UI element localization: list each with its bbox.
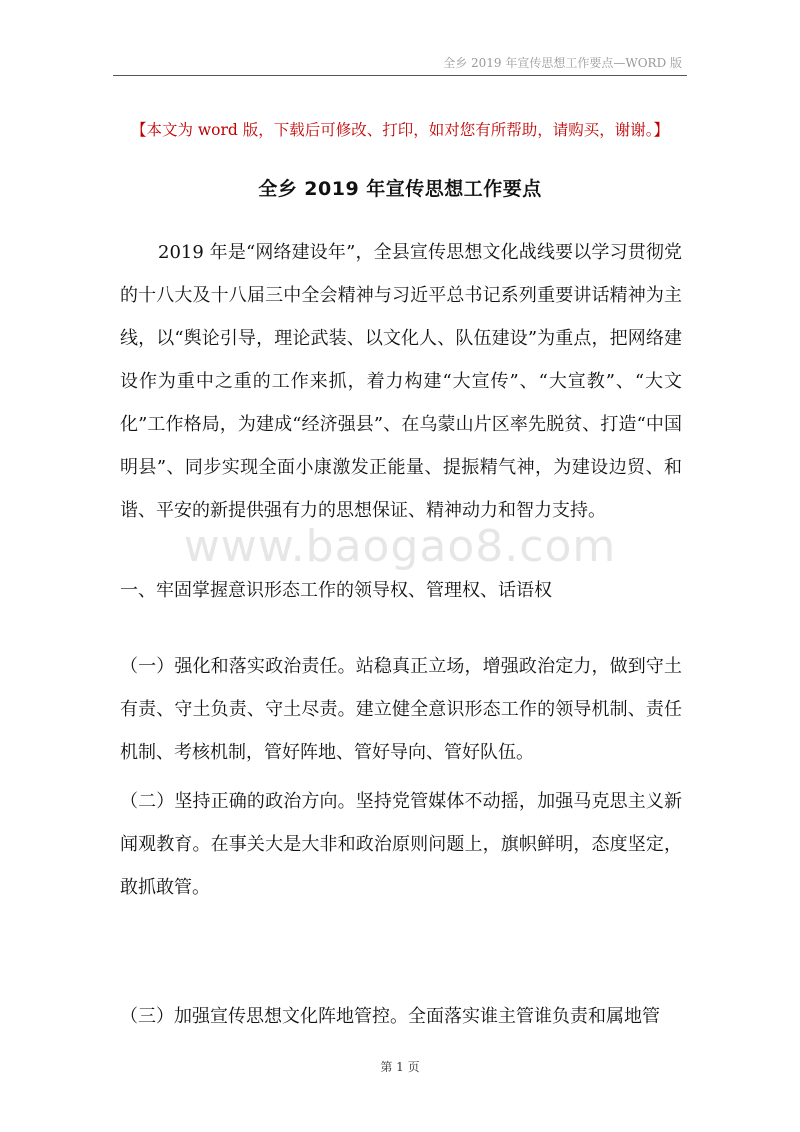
list-item: （二）坚持正确的政治方向。坚持党管媒体不动摇，加强马克思主义新闻观教育。在事关大是大非和政治原则问题上，旗帜鲜明，态度坚定，敢抓敢管。 [120, 791, 682, 898]
document-title: 全乡 2019 年宣传思想工作要点 [258, 178, 542, 200]
download-notice: 【本文为 word 版，下载后可修改、打印，如对您有所帮助，请购买，谢谢。】 [130, 121, 670, 139]
watermark: www.baogao8.com [183, 521, 617, 572]
list-item: （三）加强宣传思想文化阵地管控。全面落实谁主管谁负责和属地管 [120, 1006, 660, 1027]
list-item: （一）强化和落实政治责任。站稳真正立场，增强政治定力，做到守土有责、守土负责、守土尽责。建立健全意识形态工作的领导机制、责任机制、考核机制，管好阵地、管好导向、管好队伍。 [120, 656, 682, 763]
page-number: 第 1 页 [380, 1060, 420, 1074]
intro-paragraph: 2019 年是“网络建设年”，全县宣传思想文化战线要以学习贯彻党的十八大及十八届三中全会精神与习近平总书记系列重要讲话精神为主线，以“舆论引导，理论武装、以文化人、队伍建设”为重点，把网络建设作为重中之重的工作来抓，着力构建“大宣传”、“大宣教”、“大文化”工作格局，为建成“经济强县”、在乌蒙山片区率先脱贫、打造“中国明县”、同步实现全面小康激发正能量、提振精气神，为建设边贸、和谐、平安的新提供强有力的思想保证、精神动力和智力支持。 [120, 242, 682, 521]
section-heading: 一、牢固掌握意识形态工作的领导权、管理权、话语权 [120, 580, 552, 601]
running-header: 全乡 2019 年宣传思想工作要点—WORD 版 [443, 56, 682, 70]
header-rule [113, 75, 687, 76]
